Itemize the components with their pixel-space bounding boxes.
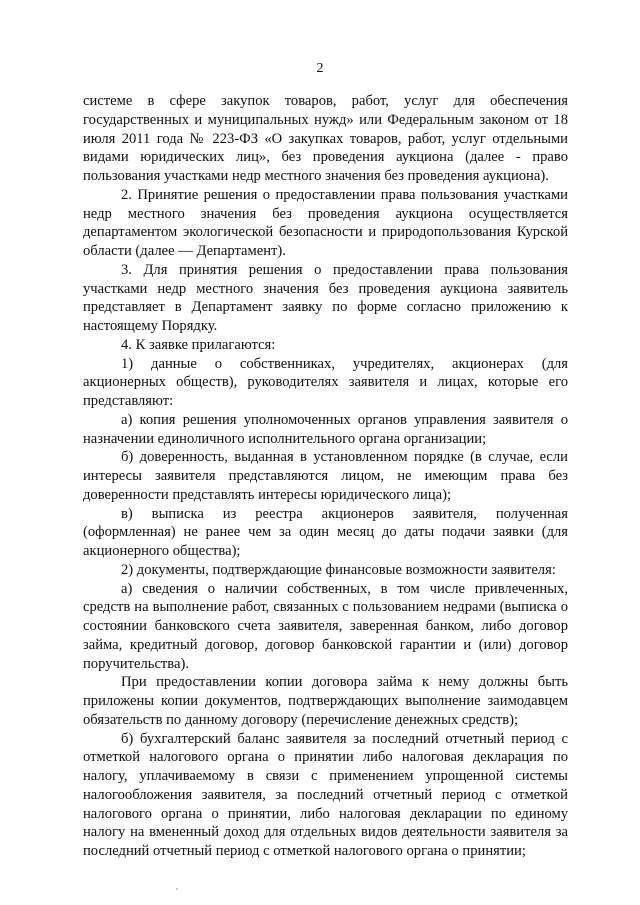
paragraph-subitem-2: 2) документы, подтверждающие финансовые возможности заявителя: [121,561,556,578]
paragraph-subitem-2b: б) бухгалтерский баланс заявителя за последний отчетный период с отметкой налогового органа о принятии либо налоговая декларация по налогу, уплачиваемому в связи с применением упрощенной системы налогообложения заявителя, за последний отчетный период с отметкой налогового органа о принятии, либо налоговая декларации по единому налогу на вмененный доход для отдельных видов деятельности заявителя за последний отчетный период с отметкой налогового органа о принятии; [83,730,568,859]
paragraph-subitem-2a: а) сведения о наличии собственных, в том числе привлеченных, средств на выполнение работ, связанных с пользованием недрами (выписка о состоянии банковского счета заявителя, заверенная банком, либо договор займа, кредитный договор, договор банковской гарантии и (или) договор поручительства). [83,580,568,672]
paragraph-item-4: 4. К заявке прилагаются: [121,336,276,353]
scan-artifact [176,888,178,890]
paragraph-loan-note: При предоставлении копии договора займа к нему должны быть приложены копии документов, подтверждающих выполнение заимодавцем обязательств по данному договору (перечисление денежных средств); [83,674,568,728]
paragraph-subitem-1: 1) данные о собственниках, учредителях, акционерах (для акционерных обществ), руководителях заявителя и лицах, которые его представляют: [83,355,568,409]
paragraph-subitem-1a: а) копия решения уполномоченных органов управления заявителя о назначении единоличного исполнительного органа организации; [83,411,568,447]
paragraph-item-3: 3. Для принятия решения о предоставлении права пользования участками недр местного значения без проведения аукциона заявитель представляет в Департамент заявку по форме согласно приложению к настоящему Порядку. [83,261,568,334]
page-number: 2 [316,61,324,76]
paragraph-subitem-1v: в) выписка из реестра акционеров заявителя, полученная (оформленная) не ранее чем за один месяц до даты подачи заявки (для акционерного общества); [83,505,568,559]
paragraph-item-2: 2. Принятие решения о предоставлении права пользования участками недр местного значения без проведения аукциона осуществляется департаментом экологической безопасности и природопользования Курской области (далее — Департамент). [83,186,568,259]
paragraph-subitem-1b: б) доверенность, выданная в установленном порядке (в случае, если интересы заявителя представляются лицом, не имеющим права без доверенности представлять интересы юридического лица); [83,449,568,503]
document-body [83,92,568,861]
paragraph-continuation: системе в сфере закупок товаров, работ, услуг для обеспечения государственных и муниципальных нужд» или Федеральным законом от 18 июля 2011 года № 223-ФЗ «О закупках товаров, работ, услуг отдельными видами юридических лиц», без проведения аукциона (далее - право пользования участками недр местного значения без проведения аукциона). [83,93,568,184]
